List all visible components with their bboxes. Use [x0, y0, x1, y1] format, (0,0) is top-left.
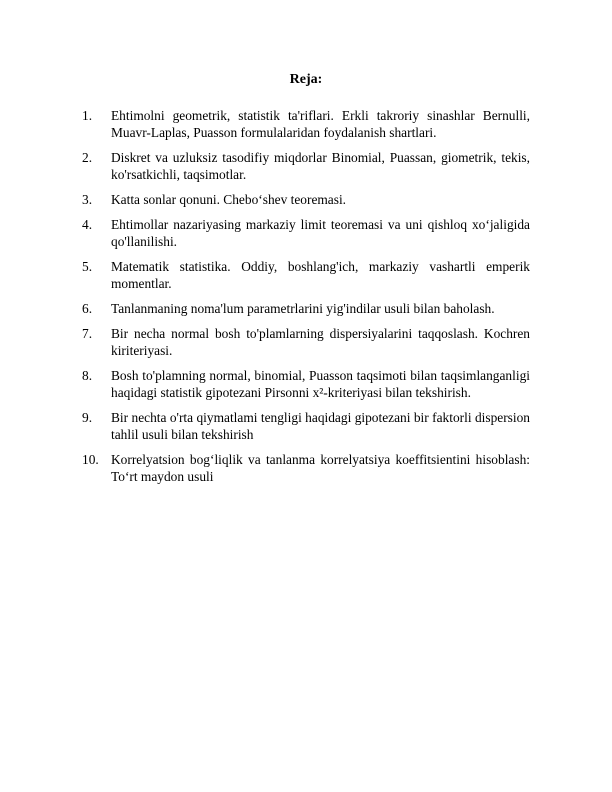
list-item	[82, 149, 530, 183]
item-text: Matematik statistika. Oddiy, boshlang'ich, markaziy vashartli emperik momentlar.	[111, 259, 530, 291]
item-text: Ehtimollar nazariyasing markaziy limit teoremasi va uni qishloq xo‘jaligida qo'llanilishi.	[111, 217, 530, 249]
item-number: 6.	[82, 301, 93, 316]
item-text: Bosh to'plamning normal, binomial, Puasson taqsimoti bilan taqsimlanganligi haqidagi statistik gipotezani Pirsonni x²-kriteriyasi bilan tekshirish.	[111, 368, 530, 400]
item-text: Korrelyatsion bog‘liqlik va tanlanma korrelyatsiya koeffitsientini hisoblash: To‘rt maydon usuli	[111, 452, 530, 484]
item-text: Ehtimolni geometrik, statistik ta'riflari. Erkli takroriy sinashlar Bernulli, Muavr-Laplas, Puasson formulalaridan foydalanish shartlari.	[111, 108, 530, 140]
item-number: 9.	[82, 410, 93, 425]
list-item	[82, 258, 530, 292]
item-number: 4.	[82, 217, 93, 232]
item-number: 8.	[82, 368, 93, 383]
list-item	[82, 107, 530, 141]
item-text: Tanlanmaning noma'lum parametrlarini yig'indilar usuli bilan baholash.	[111, 301, 495, 316]
list-item	[82, 300, 530, 317]
item-number: 7.	[82, 326, 93, 341]
page-title: Reja:	[289, 72, 323, 87]
item-text: Diskret va uzluksiz tasodifiy miqdorlar Binomial, Puassan, giometrik, tekis, ko'rsatkichli, taqsimotlar.	[111, 150, 530, 182]
list-item	[82, 367, 530, 401]
item-number: 2.	[82, 150, 93, 165]
list-item	[82, 451, 530, 485]
item-text: Bir nechta o'rta qiymatlami tengligi haqidagi gipotezani bir faktorli dispersion tahlil usuli bilan tekshirish	[111, 410, 530, 442]
list-item	[82, 191, 530, 208]
list-item	[82, 325, 530, 359]
plan-list	[82, 107, 530, 493]
list-item	[82, 216, 530, 250]
item-number: 1.	[82, 108, 93, 123]
item-text: Bir necha normal bosh to'plamlarning dispersiyalarini taqqoslash. Kochren kiriteriyasi.	[111, 326, 530, 358]
item-number: 3.	[82, 192, 93, 207]
item-number: 5.	[82, 259, 93, 274]
item-text: Katta sonlar qonuni. Chebo‘shev teoremasi.	[111, 192, 347, 207]
list-item	[82, 409, 530, 443]
item-number: 10.	[82, 452, 99, 467]
